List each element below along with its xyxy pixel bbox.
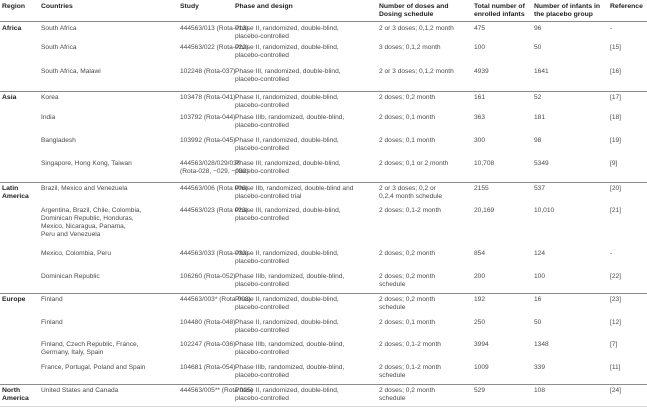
cell-doses: 2 doses; 0,1-2 month — [379, 207, 441, 214]
cell-region: Asia — [2, 94, 17, 101]
cell-phase: Phase II, randomized, double-blind, placebo-controlled — [235, 137, 339, 152]
cell-doses: 2 doses; 0,1-2 month schedule — [379, 364, 441, 379]
cell-ref: [17] — [610, 94, 621, 101]
cell-placebo: 5349 — [534, 160, 549, 167]
cell-countries: Korea — [41, 94, 59, 101]
cell-study: 444563/028/029/030 (Rota-028, −029, −030) — [180, 160, 249, 175]
cell-total: 2155 — [474, 185, 489, 192]
cell-total: 4939 — [474, 68, 489, 75]
region-separator — [0, 293, 647, 294]
cell-total: 1009 — [474, 364, 489, 371]
cell-placebo: 96 — [534, 25, 542, 32]
cell-doses: 2 doses; 0,1-2 month — [379, 341, 441, 348]
cell-placebo: 98 — [534, 137, 542, 144]
cell-placebo: 100 — [534, 273, 546, 280]
cell-study: 103478 (Rota-041) — [180, 94, 236, 101]
cell-region: North America — [2, 387, 29, 402]
cell-study: 102247 (Rota-036) — [180, 341, 236, 348]
cell-phase: Phase IIIb, randomized, double-blind, placebo-controlled — [235, 114, 345, 129]
cell-doses: 2 doses; 0,1 month — [379, 319, 436, 326]
cell-study: 444563/006 (Rota 006) — [180, 185, 248, 192]
cell-phase: Phase II, randomized, double-blind, placebo-controlled — [235, 94, 339, 109]
cell-phase: Phase II, randomized, double-blind, placebo-controlled — [235, 25, 339, 40]
footer-rule — [0, 406, 647, 407]
cell-countries: Argentina, Brazil, Chile, Colombia, Dominican Republic, Honduras, Mexico, Nicaragua, Panama, Peru and Venezuela — [41, 207, 142, 238]
cell-phase: Phase II, randomized, double-blind, placebo-controlled — [235, 250, 339, 265]
cell-placebo: 10,010 — [534, 207, 555, 214]
header-countries: Countries — [41, 3, 73, 10]
header-phase: Phase and design — [235, 3, 293, 10]
cell-placebo: 1641 — [534, 68, 549, 75]
cell-total: 854 — [474, 250, 486, 257]
cell-ref: [12] — [610, 319, 621, 326]
cell-study: 444563/022 (Rota-022) — [180, 44, 249, 51]
header-reference: Reference — [610, 3, 643, 10]
cell-countries: Bangladesh — [41, 137, 76, 144]
cell-doses: 2 or 3 doses; 0,2 or 0,2,4 month schedule — [379, 185, 443, 200]
cell-total: 250 — [474, 319, 486, 326]
cell-countries: Finland — [41, 296, 63, 303]
cell-countries: United States and Canada — [41, 387, 119, 394]
cell-phase: Phase IIIb, randomized, double-blind, placebo-controlled — [235, 273, 345, 288]
cell-countries: Singapore, Hong Kong, Taiwan — [41, 160, 132, 167]
cell-doses: 2 doses; 0,2 month schedule — [379, 387, 436, 402]
cell-placebo: 16 — [534, 296, 542, 303]
cell-ref: - — [610, 250, 613, 257]
cell-countries: South Africa, Malawi — [41, 68, 101, 75]
cell-ref: [23] — [610, 296, 621, 303]
cell-doses: 2 doses; 0,1 or 2 month — [379, 160, 449, 167]
region-separator — [0, 182, 647, 183]
cell-phase: Phase III, randomized, double-blind, placebo-controlled — [235, 68, 341, 83]
cell-total: 161 — [474, 94, 486, 101]
cell-total: 200 — [474, 273, 486, 280]
cell-ref: - — [610, 25, 613, 32]
cell-phase: Phase IIIb, randomized, double-blind, placebo-controlled — [235, 364, 345, 379]
cell-total: 10,708 — [474, 160, 495, 167]
cell-study: 444563/003* (Rota-003) — [180, 296, 251, 303]
cell-placebo: 108 — [534, 387, 546, 394]
header-region: Region — [2, 3, 26, 10]
cell-ref: [18] — [610, 114, 621, 121]
cell-ref: [7] — [610, 341, 618, 348]
cell-doses: 2 doses; 0,1 month — [379, 137, 436, 144]
cell-ref: [20] — [610, 185, 621, 192]
cell-phase: Phase IIb, randomized, double-blind and placebo-controlled trial — [235, 185, 354, 200]
cell-doses: 2 doses; 0,2 month schedule — [379, 273, 436, 288]
cell-countries: Dominican Republic — [41, 273, 100, 280]
cell-countries: South Africa — [41, 25, 77, 32]
header-placebo: Number of infants in the placebo group — [534, 3, 601, 18]
cell-total: 529 — [474, 387, 486, 394]
cell-total: 475 — [474, 25, 486, 32]
cell-countries: South Africa — [41, 44, 77, 51]
cell-total: 20,169 — [474, 207, 495, 214]
cell-ref: [9] — [610, 160, 618, 167]
cell-region: Africa — [2, 25, 22, 32]
cell-region: Latin America — [2, 185, 29, 200]
cell-phase: Phase II, randomized, double-blind, placebo-controlled — [235, 319, 339, 334]
cell-countries: India — [41, 114, 56, 121]
cell-placebo: 1348 — [534, 341, 549, 348]
cell-ref: [22] — [610, 273, 621, 280]
cell-placebo: 50 — [534, 319, 542, 326]
cell-placebo: 50 — [534, 44, 542, 51]
cell-countries: France, Portugal, Poland and Spain — [41, 364, 146, 371]
cell-ref: [15] — [610, 44, 621, 51]
cell-countries: Mexico, Colombia, Peru — [41, 250, 111, 257]
header-doses: Number of doses and Dosing schedule — [379, 3, 449, 18]
cell-countries: Finland — [41, 319, 63, 326]
cell-ref: [11] — [610, 364, 621, 371]
cell-study: 102248 (Rota-037) — [180, 68, 236, 75]
cell-total: 300 — [474, 137, 486, 144]
cell-doses: 2 doses; 0,1 month — [379, 114, 436, 121]
cell-placebo: 339 — [534, 364, 546, 371]
cell-total: 363 — [474, 114, 486, 121]
cell-phase: Phase II, randomized, double-blind, placebo-controlled — [235, 44, 339, 59]
cell-study: 106260 (Rota-052) — [180, 273, 236, 280]
header-rule — [0, 21, 647, 22]
cell-total: 192 — [474, 296, 486, 303]
header-total: Total number of enrolled infants — [474, 3, 525, 18]
cell-ref: [16] — [610, 68, 621, 75]
cell-study: 103792 (Rota-044) — [180, 114, 236, 121]
cell-doses: 2 or 3 doses; 0,1,2 month — [379, 68, 454, 75]
cell-phase: Phase IIIb, randomized, double-blind, placebo-controlled — [235, 341, 345, 356]
cell-placebo: 52 — [534, 94, 542, 101]
cell-phase: Phase II, randomized, double-blind, placebo-controlled — [235, 387, 339, 402]
cell-placebo: 537 — [534, 185, 546, 192]
region-separator — [0, 91, 647, 92]
cell-countries: Finland, Czech Republic, France, Germany, Italy, Spain — [41, 341, 139, 356]
cell-doses: 2 doses; 0,2 month — [379, 250, 436, 257]
header-study: Study — [180, 3, 199, 10]
cell-study: 104681 (Rota-054) — [180, 364, 236, 371]
cell-study: 444563/005** (Rota 005) — [180, 387, 253, 394]
cell-study: 444563/033 (Rota-033) — [180, 250, 249, 257]
cell-placebo: 124 — [534, 250, 546, 257]
cell-ref: [21] — [610, 207, 621, 214]
cell-phase: Phase III, randomized, double-blind, placebo-controlled — [235, 207, 341, 222]
cell-study: 444563/013 (Rota-013) — [180, 25, 249, 32]
cell-study: 104480 (Rota-048) — [180, 319, 236, 326]
cell-doses: 2 or 3 doses; 0,1,2 month — [379, 25, 454, 32]
cell-study: 103992 (Rota-045) — [180, 137, 236, 144]
cell-total: 100 — [474, 44, 486, 51]
region-separator — [0, 384, 647, 385]
cell-total: 3994 — [474, 341, 489, 348]
cell-study: 444563/023 (Rota 023) — [180, 207, 248, 214]
cell-phase: Phase III, randomized, double-blind, placebo-controlled — [235, 160, 341, 175]
cell-doses: 2 doses; 0,2 month schedule — [379, 296, 436, 311]
cell-doses: 3 doses; 0,1,2 month — [379, 44, 441, 51]
cell-doses: 2 doses; 0,2 month — [379, 94, 436, 101]
cell-region: Europe — [2, 296, 26, 303]
cell-ref: [19] — [610, 137, 621, 144]
cell-countries: Brazil, Mexico and Venezuela — [41, 185, 128, 192]
cell-phase: Phase II, randomized, double-blind, placebo-controlled — [235, 296, 339, 311]
cell-ref: [24] — [610, 387, 621, 394]
cell-placebo: 181 — [534, 114, 546, 121]
